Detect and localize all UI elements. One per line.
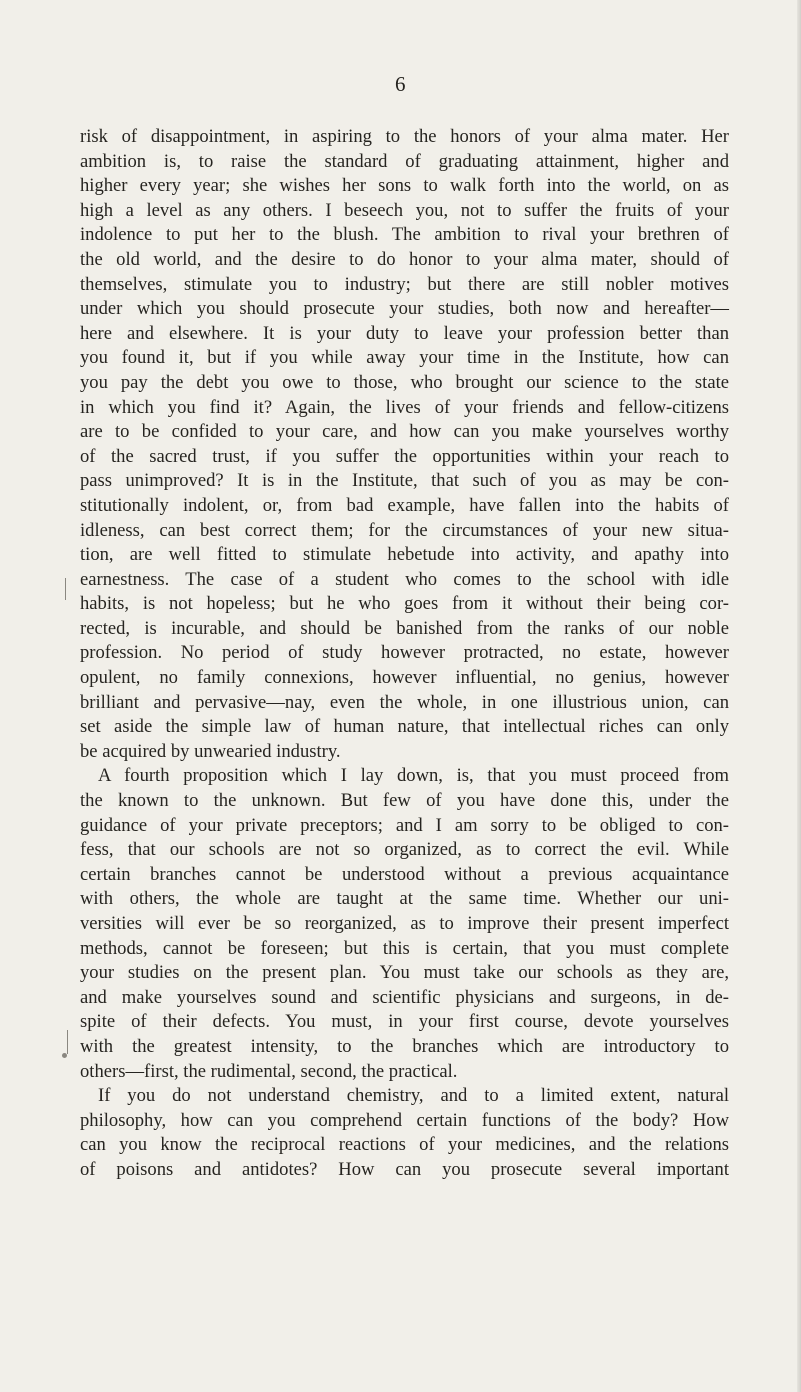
text-line: pass unimproved? It is in the Institute, that such of you as may be con- xyxy=(80,470,729,492)
text-line: profession. No period of study however protracted, no estate, however xyxy=(80,642,729,664)
text-line: idleness, can best correct them; for the circumstances of your new situa- xyxy=(80,519,729,541)
text-line: indolence to put her to the blush. The ambition to rival your brethren of xyxy=(80,224,729,246)
text-line: of the sacred trust, if you suffer the opportunities within your reach to xyxy=(80,445,729,467)
paragraph-start-line: A fourth proposition which I lay down, is, that you must proceed from xyxy=(98,765,729,787)
paragraph-end-line: others—first, the rudimental, second, the practical. xyxy=(80,1060,458,1082)
text-line: under which you should prosecute your studies, both now and hereafter— xyxy=(80,298,729,320)
text-line: methods, cannot be foreseen; but this is certain, that you must complete xyxy=(80,937,729,959)
text-line: can you know the reciprocal reactions of your medicines, and the relations xyxy=(80,1134,729,1156)
text-line: certain branches cannot be understood without a previous acquaintance xyxy=(80,863,729,885)
text-line: of poisons and antidotes? How can you prosecute several important xyxy=(80,1158,729,1180)
text-line: you pay the debt you owe to those, who brought our science to the state xyxy=(80,371,729,393)
page-number: 6 xyxy=(395,72,406,96)
text-line: rected, is incurable, and should be banished from the ranks of our noble xyxy=(80,617,729,639)
text-line: the old world, and the desire to do honor to your alma mater, should of xyxy=(80,248,729,270)
text-line: tion, are well fitted to stimulate hebetude into activity, and apathy into xyxy=(80,544,729,566)
text-line: habits, is not hopeless; but he who goes from it without their being cor- xyxy=(80,593,729,615)
margin-mark xyxy=(67,1030,68,1054)
text-line: the known to the unknown. But few of you have done this, under the xyxy=(80,790,729,812)
text-line: brilliant and pervasive—nay, even the whole, in one illustrious union, can xyxy=(80,691,729,713)
text-line: fess, that our schools are not so organized, as to correct the evil. While xyxy=(80,839,729,861)
paragraph-end-line: be acquired by unwearied industry. xyxy=(80,740,341,762)
text-line: earnestness. The case of a student who comes to the school with idle xyxy=(80,568,729,590)
text-line: high a level as any others. I beseech you, not to suffer the fruits of your xyxy=(80,199,729,221)
text-line: themselves, stimulate you to industry; but there are still nobler motives xyxy=(80,273,729,295)
text-line: with others, the whole are taught at the same time. Whether our uni- xyxy=(80,888,729,910)
text-line: guidance of your private preceptors; and I am sorry to be obliged to con- xyxy=(80,814,729,836)
page-edge xyxy=(797,0,801,1392)
text-line: with the greatest intensity, to the branches which are introductory to xyxy=(80,1035,729,1057)
text-line: philosophy, how can you comprehend certain functions of the body? How xyxy=(80,1109,729,1131)
text-line: your studies on the present plan. You must take our schools as they are, xyxy=(80,962,729,984)
text-line: set aside the simple law of human nature, that intellectual riches can only xyxy=(80,716,729,738)
text-line: are to be confided to your care, and how can you make yourselves worthy xyxy=(80,421,729,443)
text-line: versities will ever be so reorganized, as to improve their present imperfect xyxy=(80,913,729,934)
text-line: in which you find it? Again, the lives of your friends and fellow-citizens xyxy=(80,396,729,418)
text-line: you found it, but if you while away your time in the Institute, how can xyxy=(80,347,729,369)
text-line: spite of their defects. You must, in your first course, devote yourselves xyxy=(80,1011,729,1033)
margin-mark xyxy=(62,1053,67,1058)
text-line: here and elsewhere. It is your duty to leave your profession better than xyxy=(80,322,729,344)
text-line: opulent, no family connexions, however influential, no genius, however xyxy=(80,667,729,689)
text-line: and make yourselves sound and scientific physicians and surgeons, in de- xyxy=(80,986,729,1008)
text-line: stitutionally indolent, or, from bad example, have fallen into the habits of xyxy=(80,494,729,516)
margin-mark xyxy=(65,578,66,600)
text-line: ambition is, to raise the standard of graduating attainment, higher and xyxy=(80,150,729,172)
text-line: higher every year; she wishes her sons to walk forth into the world, on as xyxy=(80,175,729,197)
body-text xyxy=(80,125,729,1183)
text-line: risk of disappointment, in aspiring to the honors of your alma mater. Her xyxy=(80,126,729,147)
paragraph-start-line: If you do not understand chemistry, and to a limited extent, natural xyxy=(98,1085,729,1107)
